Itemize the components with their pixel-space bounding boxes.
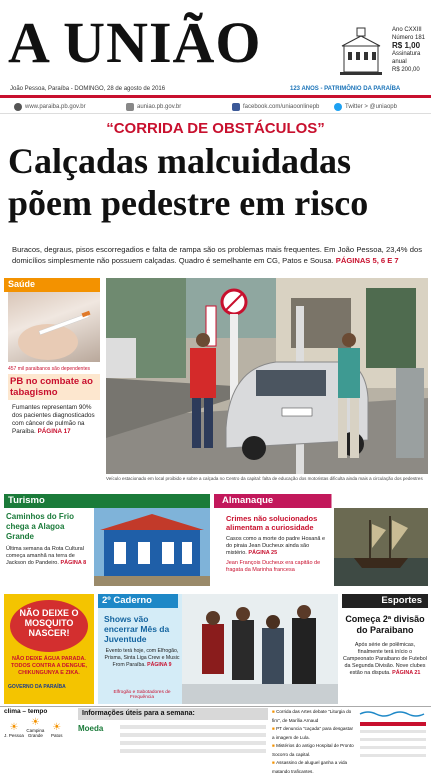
ad-slogan: NÃO DEIXE ÁGUA PARADA. TODOS CONTRA A DENGUE, CHIKUNGUNYA E ZIKA. — [11, 656, 87, 676]
subscription-label: Assinatura — [392, 51, 421, 57]
almanaque-page-ref[interactable]: PÁGINA 25 — [248, 550, 278, 556]
saude-stat: 457 mil paraibanos são dependentes — [8, 366, 91, 372]
issue-year: Ano CXXIII — [392, 27, 422, 33]
issue-box — [392, 26, 430, 74]
currency-label: Moeda — [78, 724, 104, 733]
headphones-icon — [14, 103, 22, 111]
street-photo — [106, 278, 428, 474]
facebook-link[interactable] — [232, 103, 319, 111]
dateline: João Pessoa, Paraíba - DOMINGO, 28 de agosto de 2016 — [10, 86, 166, 92]
saude-section[interactable] — [4, 278, 100, 492]
headline-kicker: “CORRIDA DE OBSTÁCULOS” — [106, 120, 325, 137]
caderno-title: Shows vão encerrar Mês da Juventude — [104, 614, 170, 644]
weather-city — [47, 722, 67, 738]
saude-page-ref[interactable]: PÁGINA 17 — [37, 428, 71, 435]
twitter-icon — [334, 103, 342, 111]
almanaque-body: Casos como a morte do padre Hosanã e do piraia Jean Ducheux ainda são mistério. — [226, 536, 326, 556]
headline-line-1: Calçadas malcuidadas — [8, 141, 352, 181]
almanaque-caption: Jean François Ducheux era capitão de fragata da Marinha francesa — [226, 560, 321, 573]
news-item-text: Corrida das Artes debate "Liturgia do fim", de Marília Arnaud — [272, 709, 352, 723]
news-item-text: Mistérios do antigo Hospital de Pronto Socorro da capital. — [272, 743, 354, 757]
tide-table — [358, 708, 428, 764]
ad-headline: NÃO DEIXE O MOSQUITO NASCER! — [10, 600, 88, 652]
headline-lead — [12, 244, 422, 266]
almanaque-title: Crimes não solucionados alimentam a curiosidade — [226, 514, 318, 532]
masthead — [0, 0, 431, 100]
issue-price: R$ 1,00 — [392, 41, 421, 50]
almanaque-header: Almanaque — [214, 494, 428, 508]
twitter-link[interactable] — [334, 103, 397, 111]
saude-text — [12, 404, 98, 436]
government-logo: GOVERNO DA PARAÍBA — [8, 684, 66, 690]
subscription-period: anual — [392, 59, 407, 65]
subscription-price: R$ 200,00 — [392, 67, 420, 73]
ship-painting — [334, 508, 428, 586]
headline-line-2: põem pedestre em risco — [8, 183, 369, 223]
band-photo — [182, 594, 338, 704]
almanaque-section[interactable] — [214, 494, 428, 586]
esportes-body: Após série de polêmicas, finalmente terá início o Campeonato Paraibano de Futebol da Segunda Divisão. Nove clubes estão na disputa. — [343, 642, 427, 676]
news-item-text: PT denuncia "caçada" para desgastar a imagem de Lula. — [272, 726, 354, 740]
smoking-photo — [8, 292, 100, 362]
almanaque-text — [226, 536, 326, 557]
auniao-link[interactable] — [126, 103, 181, 111]
useful-info-title: Informações úteis para a semana: — [78, 708, 268, 720]
site-link[interactable] — [14, 103, 86, 111]
weather-city — [25, 717, 45, 738]
facebook-icon — [232, 103, 240, 111]
news-item-text: Assassino de aluguel ganha a vida matando traficantes. — [272, 760, 348, 774]
caderno-text — [104, 648, 180, 668]
dengue-ad[interactable] — [4, 594, 94, 704]
sun-icon: ☀ — [52, 722, 62, 733]
news-item[interactable]: ■ PT denuncia "caçada" para desgastar a imagem de Lula. — [272, 726, 354, 740]
issue-number: Número 181 — [392, 35, 426, 41]
esportes-section[interactable] — [342, 594, 428, 704]
colonial-house-photo — [94, 508, 210, 586]
weather-title: clima – tempo — [4, 708, 48, 715]
monitor-icon — [126, 103, 134, 111]
building-icon — [336, 24, 386, 78]
segundo-caderno-section[interactable] — [98, 594, 338, 704]
esportes-header: Esportes — [342, 594, 428, 608]
heritage-tagline: 123 ANOS - PATRIMÔNIO DA PARAÍBA — [290, 86, 401, 92]
masthead-divider — [0, 95, 431, 98]
esportes-page-ref[interactable]: PÁGINA 21 — [392, 670, 421, 676]
weather-city-name: Patos — [51, 733, 63, 738]
currency-row — [120, 749, 266, 753]
news-list — [272, 708, 356, 774]
weather-city-name: J. Pessoa — [4, 733, 24, 738]
caderno-body: Evento terá hoje, com Elfrogão, Prisma, Sinta Liga Crew e Music From Paraíba. — [104, 648, 180, 668]
sun-icon: ☀ — [9, 722, 19, 733]
caderno-header: 2º Caderno — [98, 594, 178, 608]
main-photo-caption: Veículo estacionado em local proibido e sobre a calçada no Centro da capital: falta de educação dos motoristas dificulta ainda mais a circulação dos pedestres — [106, 476, 423, 481]
facebook-link-text: facebook.com/uniaoonlinepb — [243, 104, 320, 110]
turismo-page-ref[interactable]: PÁGINA 8 — [60, 560, 87, 566]
currency-row — [120, 725, 266, 729]
lead-page-ref[interactable]: PÁGINAS 5, 6 E 7 — [335, 256, 399, 265]
currency-row — [120, 741, 266, 745]
links-bar — [0, 100, 431, 114]
esportes-text — [342, 642, 428, 677]
main-headline[interactable] — [8, 140, 428, 224]
currency-row — [120, 733, 266, 737]
weather-city — [4, 722, 24, 738]
saude-header: Saúde — [4, 278, 100, 292]
saude-title: PB no combate ao tabagismo — [8, 374, 100, 400]
news-item[interactable]: ■ Assassino de aluguel ganha a vida matando traficantes. — [272, 760, 348, 774]
twitter-link-text: Twitter > @uniaopb — [345, 104, 397, 110]
caderno-page-ref[interactable]: PÁGINA 9 — [147, 661, 172, 668]
auniao-link-text: auniao.pb.gov.br — [137, 104, 182, 110]
saude-body: Fumantes representam 90% dos pacientes diagnosticados com câncer de pulmão na Paraíba. — [12, 404, 95, 435]
newspaper-logo: A UNIÃO — [8, 10, 262, 75]
turismo-header: Turismo — [4, 494, 210, 508]
turismo-body: Última semana da Rota Cultural começa amanhã na terra de Jackson do Pandeiro. — [6, 546, 84, 566]
site-link-text: www.paraiba.pb.gov.br — [25, 104, 86, 110]
turismo-title: Caminhos do Frio chega a Alagoa Grande — [6, 512, 74, 541]
esportes-title: Começa 2ª divisão do Paraibano — [345, 614, 425, 635]
weather-box — [4, 708, 76, 764]
weather-city-name: Campina Grande — [26, 728, 45, 738]
cigarette-icon — [8, 292, 100, 362]
caderno-note: Elfrogão e Sabotadores de Frequência — [113, 690, 171, 700]
sun-icon: ☀ — [30, 717, 40, 728]
lead-text: Buracos, degraus, pisos escorregadios e falta de rampa são os problemas mais frequentes. Em João Pessoa, 23,4% dos domicílios simplesmente não possuem calçadas. Quadro é semelhante em CG, Patos e Sousa. — [12, 245, 422, 265]
turismo-text — [6, 546, 90, 567]
useful-info-box — [78, 708, 268, 764]
turismo-section[interactable] — [4, 494, 210, 586]
news-item[interactable]: ■ Corrida das Artes debate "Liturgia do fim", de Marília Arnaud — [272, 709, 352, 723]
news-item[interactable]: ■ Mistérios do antigo Hospital de Pronto Socorro da capital. — [272, 743, 354, 757]
